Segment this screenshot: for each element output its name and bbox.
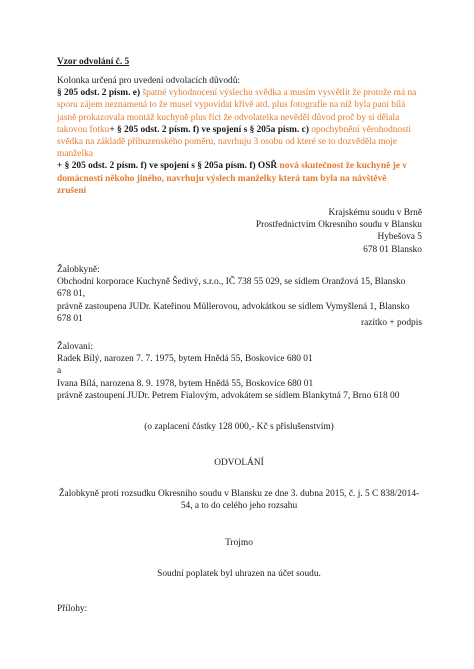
defendants-block	[57, 341, 421, 402]
defendant-line-1: Radek Bílý, narozen 7. 7. 1975, bytem Hnědá 55, Boskovice 680 01	[57, 354, 313, 365]
document-title: Vzor odvolání č. 5	[57, 57, 130, 67]
appeal-statement: Žalobkyně proti rozsudku Okresního soudu v Blansku ze dne 3. dubna 2015, č. j. 5 C 838/2014-54, a to do celého jeho rozsahu	[58, 489, 420, 512]
plaintiff-heading: Žalobkyně:	[57, 265, 100, 275]
ground-text-3b: zrušení	[57, 185, 87, 196]
defendant-line-3: právně zastoupení JUDr. Petrem Fialovým, advokátem se sídlem Blankytná 7, Brno 618 00	[57, 390, 400, 401]
plaintiff-block	[57, 264, 421, 325]
attachments-label: Přílohy:	[57, 604, 88, 614]
court-line-1: Krajskému soudu v Brně	[328, 208, 422, 218]
ground-text-1: špatné vyhodnocení výslechu svědka a musím vysvětlit že protože má na sporu zájem neznamená to že musel vypovídat křivě atd. plus fotografie na níž byla paní bílá jasně prokazovala montáž kuchyně plus říct že odvolatelka nevěděl důvod proč by si dělala takovou fotku	[57, 88, 417, 135]
court-address	[256, 207, 422, 256]
court-line-3: Hybešova 5	[377, 232, 422, 243]
court-line-4: 678 01 Blansko	[363, 244, 422, 255]
ground-text-2: opochybnění věrohodnosti svědka na základě příbuzenského poměru, navrhuju 3 osobu od které se to dozvěděla moje manželka	[57, 124, 412, 160]
stamp-signature: razítko + podpis	[360, 318, 422, 328]
court-line-2: Prostřednictvím Okresního soudu v Blansku	[255, 220, 422, 231]
ground-ref-1: § 205 odst. 2 písm. e)	[57, 88, 141, 99]
plaintiff-line-1: Obchodní korporace Kuchyně Šedivý, s.r.o., IČ 738 55 029, se sídlem Oranžová 15, Blansko 678 01,	[57, 277, 406, 300]
ground-ref-3: + § 205 odst. 2 písm. f) ve spojení s § 205a písm. f) OSŘ	[57, 161, 278, 172]
fee-note: Soudní poplatek byl uhrazen na účet soudu.	[157, 569, 321, 579]
claim-amount: (o zaplacení částky 128 000,- Kč s příslušenstvím)	[144, 422, 334, 432]
defendants-heading: Žalovaní:	[57, 342, 93, 352]
copies-note: Trojmo	[225, 538, 253, 548]
ground-text-3: nová skutečnost že kuchyně je v domácnosti někoho jiného, navrhuju výslech manželky která tam byla na návštěvě	[57, 161, 407, 184]
ground-ref-2: + § 205 odst. 2 písm. f) ve spojení s § 205a písm. c)	[109, 124, 309, 135]
grounds-paragraph-2	[57, 160, 421, 184]
grounds-paragraph	[57, 87, 421, 160]
document-heading: ODVOLÁNÍ	[214, 458, 264, 468]
defendant-conj: a	[57, 366, 62, 377]
plaintiff-line-2: právně zastoupena JUDr. Kateřinou Müllerovou, advokátkou se sídlem Vymyšlená 1, Blansko 678 01	[57, 301, 410, 324]
appeal-grounds	[57, 75, 421, 197]
grounds-intro: Kolonka určená pro uvedení odvolacích důvodů:	[57, 76, 241, 86]
defendant-line-2: Ivana Bílá, narozena 8. 9. 1978, bytem Hnědá 55, Boskovice 680 01	[57, 378, 314, 389]
